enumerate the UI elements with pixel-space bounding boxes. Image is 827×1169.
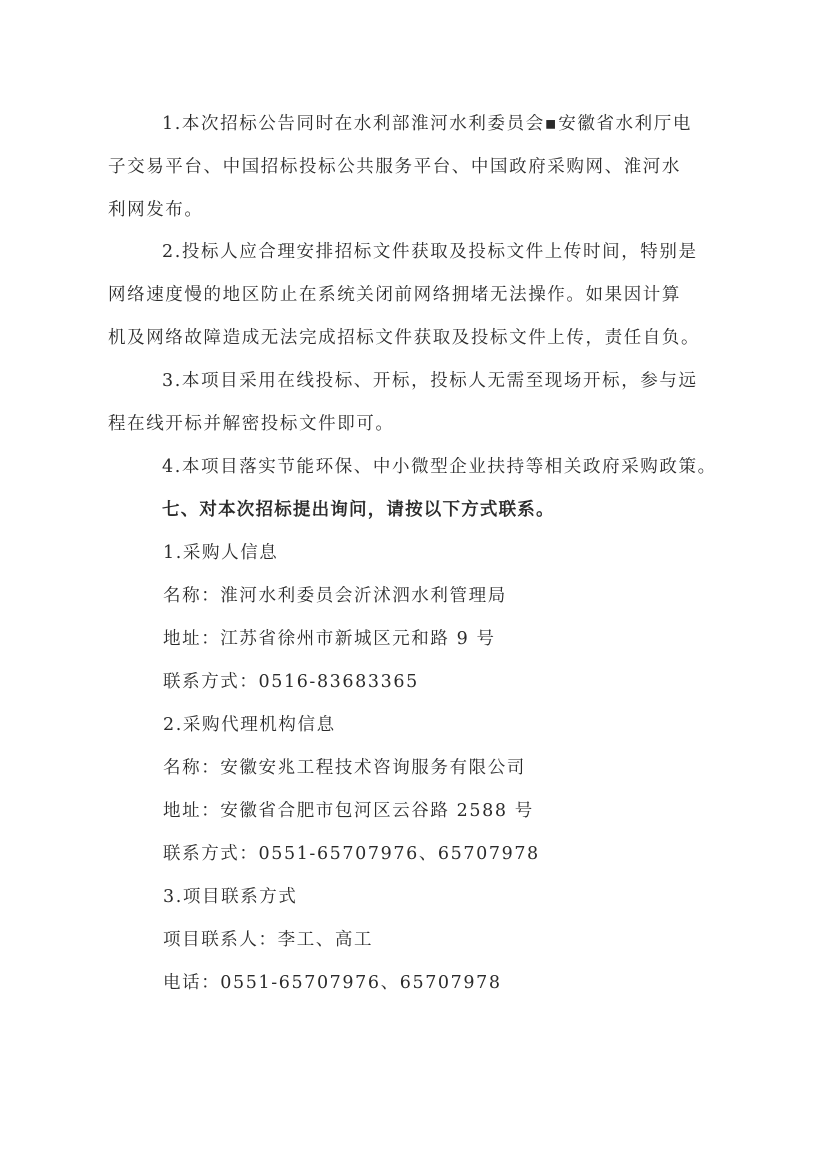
purchaser-name: 名称：淮河水利委员会沂沭泗水利管理局	[163, 586, 507, 606]
note-2-line-3: 机及网络故障造成无法完成招标文件获取及投标文件上传，责任自负。	[108, 328, 701, 348]
project-contact-title: 3.项目联系方式	[163, 887, 298, 907]
agency-name: 名称：安徽安兆工程技术咨询服务有限公司	[163, 758, 526, 778]
note-2-line-1: 2.投标人应合理安排招标文件获取及投标文件上传时间，特别是	[162, 242, 698, 262]
note-1-line-2: 子交易平台、中国招标投标公共服务平台、中国政府采购网、淮河水	[108, 157, 681, 177]
agency-title: 2.采购代理机构信息	[163, 715, 336, 735]
note-2-line-2: 网络速度慢的地区防止在系统关闭前网络拥堵无法操作。如果因计算	[108, 285, 681, 305]
note-4-line-1: 4.本项目落实节能环保、中小微型企业扶持等相关政府采购政策。	[162, 457, 717, 477]
purchaser-contact: 联系方式：0516-83683365	[163, 672, 419, 692]
note-1-line-3: 利网发布。	[108, 200, 204, 220]
project-contact-person: 项目联系人：李工、高工	[163, 930, 374, 950]
agency-contact: 联系方式：0551-65707976、65707978	[163, 844, 540, 864]
purchaser-title: 1.采购人信息	[163, 543, 279, 563]
agency-address: 地址：安徽省合肥市包河区云谷路 2588 号	[163, 801, 534, 821]
note-3-line-1: 3.本项目采用在线投标、开标，投标人无需至现场开标，参与远	[162, 371, 698, 391]
section-7-heading: 七、对本次招标提出询问，请按以下方式联系。	[162, 500, 555, 520]
note-1-line-1: 1.本次招标公告同时在水利部淮河水利委员会▪安徽省水利厅电	[162, 114, 692, 134]
project-contact-phone: 电话：0551-65707976、65707978	[163, 973, 502, 993]
purchaser-address: 地址：江苏省徐州市新城区元和路 9 号	[163, 629, 496, 649]
note-3-line-2: 程在线开标并解密投标文件即可。	[108, 414, 395, 434]
